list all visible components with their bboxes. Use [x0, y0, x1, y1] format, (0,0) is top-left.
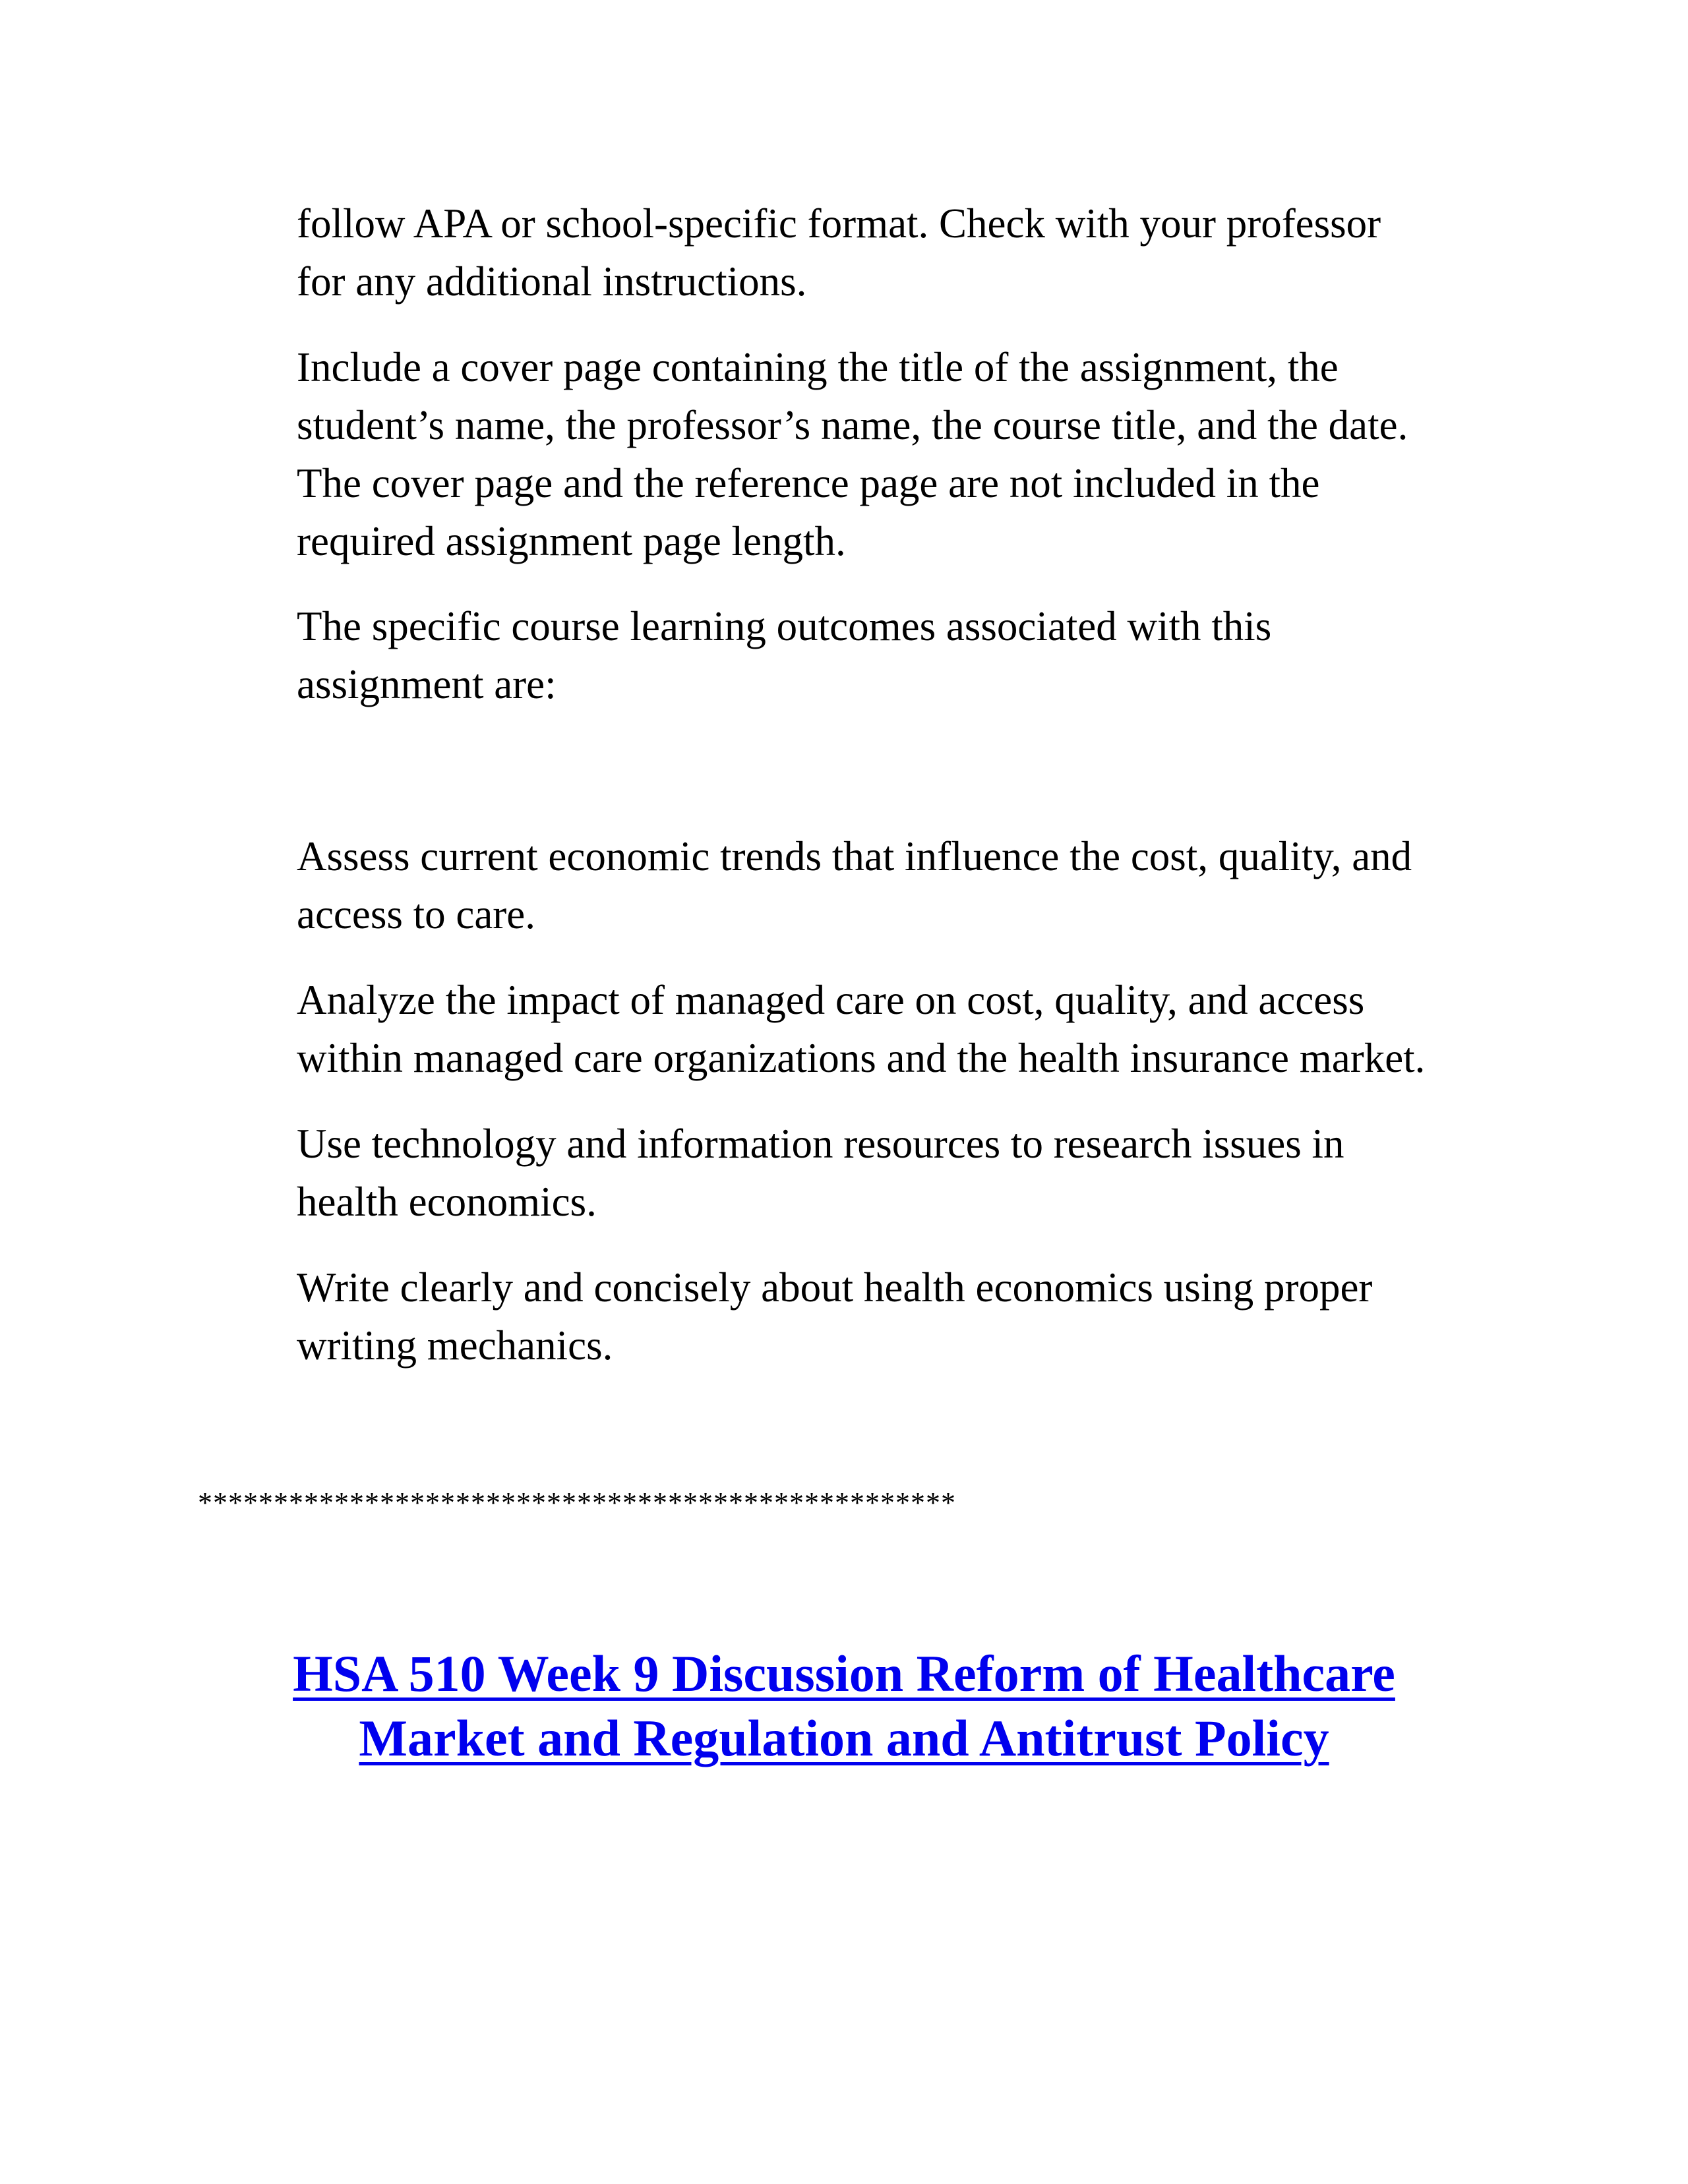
- next-assignment-title-link[interactable]: [0, 1641, 1688, 1771]
- paragraph-line: student’s name, the professor’s name, the course title, and the date.: [297, 402, 1408, 448]
- outcome-line: Use technology and information resources to research issues in: [297, 1121, 1344, 1167]
- paragraph-line: required assignment page length.: [297, 518, 846, 564]
- paragraph-line: for any additional instructions.: [297, 258, 807, 305]
- format-instructions-paragraph: [297, 194, 1517, 310]
- outcome-line: writing mechanics.: [297, 1322, 613, 1369]
- learning-outcomes-intro: [297, 597, 1517, 713]
- outcome-item: [297, 1115, 1517, 1231]
- paragraph-line: Include a cover page containing the title of the assignment, the: [297, 344, 1339, 390]
- cover-page-paragraph: [297, 338, 1517, 570]
- outcome-line: Assess current economic trends that influence the cost, quality, and: [297, 833, 1412, 879]
- paragraph-line: The specific course learning outcomes associated with this: [297, 603, 1272, 649]
- outcome-line: Analyze the impact of managed care on cost, quality, and access: [297, 977, 1365, 1023]
- paragraph-line: assignment are:: [297, 661, 557, 707]
- paragraph-line: The cover page and the reference page are not included in the: [297, 460, 1320, 506]
- outcome-item: [297, 1258, 1517, 1374]
- outcome-line: Write clearly and concisely about health economics using proper: [297, 1264, 1373, 1311]
- outcome-line: access to care.: [297, 891, 536, 937]
- title-line-1[interactable]: HSA 510 Week 9 Discussion Reform of Healthcare: [293, 1645, 1395, 1702]
- paragraph-line: follow APA or school-specific format. Check with your professor: [297, 200, 1381, 247]
- outcome-line: health economics.: [297, 1179, 597, 1225]
- title-line-2[interactable]: Market and Regulation and Antitrust Policy: [359, 1709, 1329, 1767]
- asterisk-divider: **************************************************: [198, 1487, 956, 1519]
- outcome-line: within managed care organizations and the health insurance market.: [297, 1035, 1426, 1081]
- outcome-item: [297, 827, 1517, 943]
- outcome-item: [297, 971, 1517, 1087]
